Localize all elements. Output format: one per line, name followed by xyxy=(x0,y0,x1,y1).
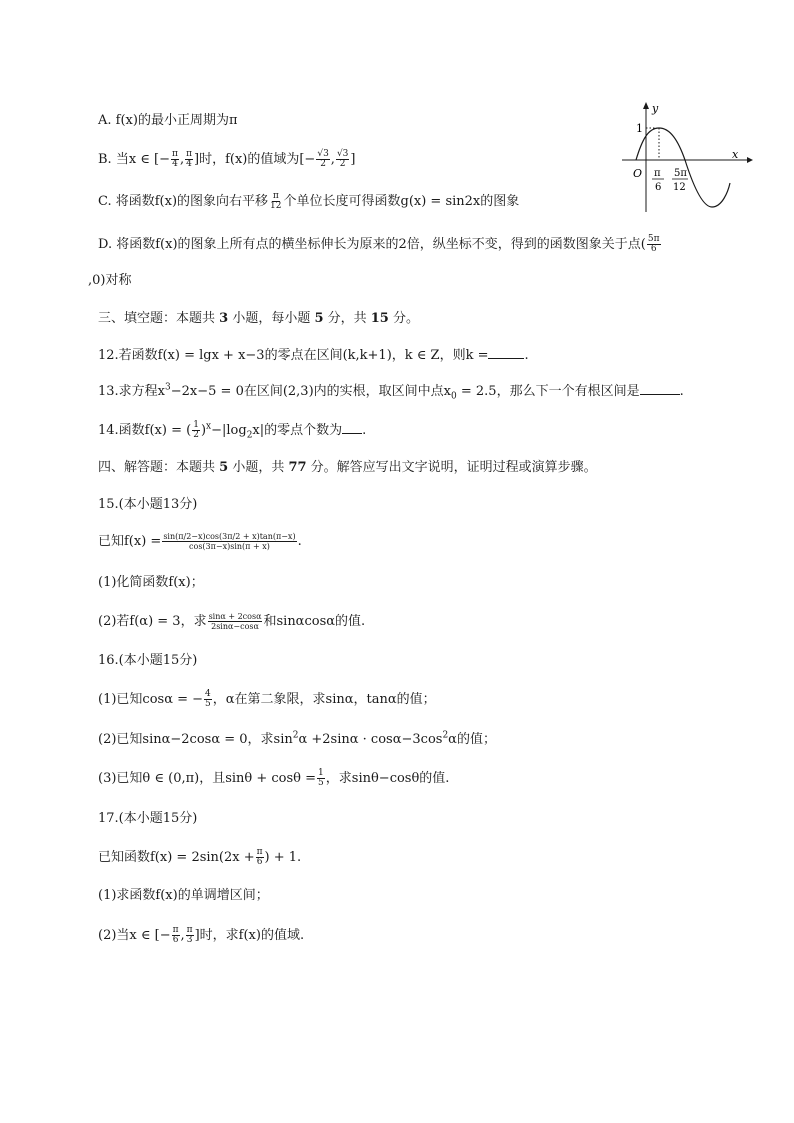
question-15-part-2: (2)若f(α) = 3，求 $\frac{\sin\alpha + 2\cos\alpha}{2\sin\alpha-\cos\alpha}$ 和sinαcosα的值. xyxy=(98,612,366,631)
option-b-text-2: ]时，f(x)的值域为[− xyxy=(194,152,316,167)
question-17-part-1: (1)求函数f(x)的单调增区间； xyxy=(98,888,269,903)
y-tick-label: 1 xyxy=(636,122,643,135)
x-tick-2-den: 12 xyxy=(673,182,686,193)
option-b-text-1: B. 当x ∈ [− xyxy=(98,152,171,167)
fraction: $\frac{\sin\alpha + 2\cos\alpha}{2\sin\alpha-\cos\alpha}$ xyxy=(208,612,262,631)
y-axis-label: y xyxy=(652,102,659,115)
fraction: $\frac{\pi}{4}$ xyxy=(186,149,192,169)
fraction: $\frac{4}{5}$ xyxy=(205,689,211,709)
fraction: $\frac{\pi}{6}$ xyxy=(172,925,179,945)
fraction: $\frac{\pi}{6}$ xyxy=(256,847,263,867)
origin-label: O xyxy=(633,167,643,180)
fraction: $\frac{√3}{2}$ xyxy=(317,149,329,169)
fraction: $\frac{\sin(\pi/2-x)\cos(3\pi/2 + x)\tan(\pi-x)}{\cos(3\pi-x)\sin(\pi + x)}$ xyxy=(163,532,296,551)
x-axis-arrow xyxy=(747,157,753,163)
answer-blank[interactable] xyxy=(488,346,524,359)
option-a-text: A. f(x)的最小正周期为π xyxy=(98,113,238,128)
question-16-part-2: (2)已知sinα−2cosα = 0，求$\sin^2\alpha +2\sin\alpha \cdot \cos\alpha-3\cos^2\alpha$的值； xyxy=(98,730,496,747)
fraction: $\frac{1}{5}$ xyxy=(318,768,324,788)
question-15-part-1: (1)化简函数f(x)； xyxy=(98,575,204,590)
question-16-title: 16.(本小题15分) xyxy=(98,653,198,668)
question-15-given: 已知f(x) = $\frac{\sin(\pi/2-x)\cos(3\pi/2 + x)\tan(\pi-x)}{\cos(3\pi-x)\sin(\pi + x)}$ . xyxy=(98,532,302,551)
question-17-given: 已知函数f(x) = 2sin(2x + $\frac{\pi}{6}$ ) + 1. xyxy=(98,847,302,867)
question-16-part-1: (1)已知cosα = − $\frac{4}{5}$ ，α在第二象限，求sinα，tanα的值； xyxy=(98,689,436,709)
answer-blank[interactable] xyxy=(342,421,362,434)
fraction: $\frac{5\pi}{6}$ xyxy=(647,234,660,254)
option-d: D. 将函数f(x)的图象上所有点的横坐标伸长为原来的2倍，纵坐标不变，得到的函数图象关于点( $\frac{5\pi}{6}$ xyxy=(98,234,660,254)
x-axis-label: x xyxy=(732,148,739,161)
question-12: 12.若函数f(x) = lgx + x−3的零点在区间(k,k+1)，k ∈ Z，则k = . xyxy=(98,348,529,363)
fraction: $\frac{1}{2}$ xyxy=(193,420,199,440)
question-16-part-3: (3)已知θ ∈ (0,π)，且sinθ + cosθ = $\frac{1}{5}$ ，求sinθ−cosθ的值. xyxy=(98,768,450,788)
section-3-header: 三、填空题：本题共 3 小题，每小题 5 分，共 15 分。 xyxy=(98,311,419,326)
y-axis-arrow xyxy=(643,102,649,109)
x-tick-1-num: π xyxy=(654,168,661,179)
sine-graph xyxy=(612,100,762,215)
option-d-continued: ,0)对称 xyxy=(88,273,132,288)
option-b: B. 当x ∈ [− $\frac{\pi}{4}$ , $\frac{\pi}{4}$ ]时，f(x)的值域为[− $\frac{√3}{2}$ , $\frac{√3}{2}$ ] xyxy=(98,149,356,169)
question-17-title: 17.(本小题15分) xyxy=(98,811,198,826)
fraction: $\frac{√3}{2}$ xyxy=(336,149,349,169)
fraction: $\frac{\pi}{4}$ xyxy=(172,149,178,169)
question-13: 13.求方程$x^3-2x-5 = 0$在区间(2,3)内的实根，取区间中点$x_0 = 2.5$，那么下一个有根区间是 . xyxy=(98,382,684,402)
section-4-header: 四、解答题：本题共 5 小题，共 77 分。解答应写出文字说明，证明过程或演算步骤。 xyxy=(98,460,597,475)
question-17-part-2: (2)当x ∈ [− $\frac{\pi}{6}$ , $\frac{\pi}{3}$ ]时，求f(x)的值域. xyxy=(98,925,305,945)
option-c: C. 将函数f(x)的图象向右平移 $\frac{\pi}{12}$ 个单位长度可得函数g(x) = sin2x的图象 xyxy=(98,191,520,211)
question-14: 14.函数f(x) = ( $\frac{1}{2}$ )$^x-|\log_2x|$的零点个数为 . xyxy=(98,420,367,441)
answer-blank[interactable] xyxy=(640,382,680,395)
x-tick-2-num: 5π xyxy=(674,168,687,179)
x-tick-1-den: 6 xyxy=(655,182,662,193)
option-a xyxy=(98,112,237,130)
fraction: $\frac{\pi}{3}$ xyxy=(186,925,193,945)
fraction: $\frac{\pi}{12}$ xyxy=(270,191,282,211)
question-15-title: 15.(本小题13分) xyxy=(98,497,198,512)
